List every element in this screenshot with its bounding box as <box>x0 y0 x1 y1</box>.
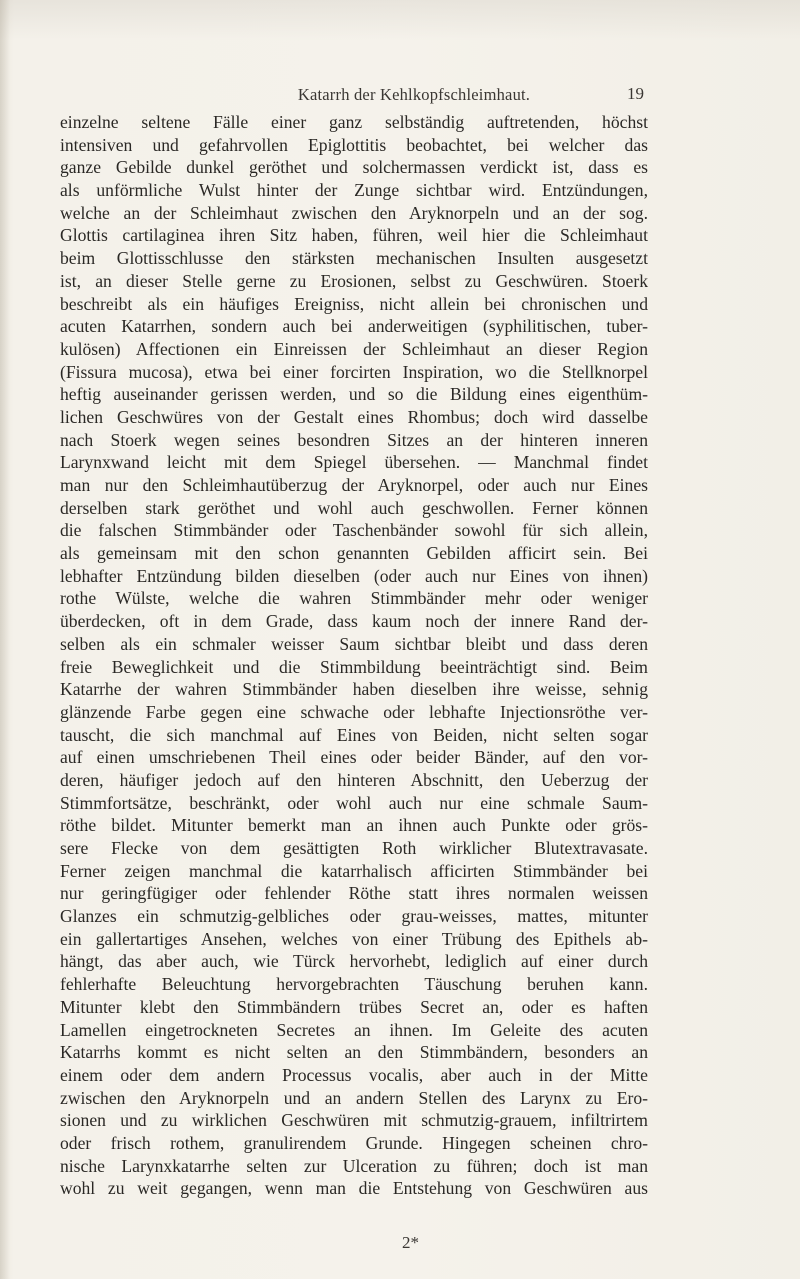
text-line: hängt, das aber auch, wie Türck hervorhebt, lediglich auf einer durch <box>60 951 648 972</box>
text-line: intensiven und gefahrvollen Epiglottitis beobachtet, bei welcher das <box>60 134 648 155</box>
text-line: rothe Wülste, welche die wahren Stimmbänder mehr oder weniger <box>60 588 648 609</box>
text-line: deren, häufiger jedoch auf den hinteren Abschnitt, den Ueberzug der <box>60 769 648 790</box>
running-head: Katarrh der Kehlkopfschleimhaut. <box>297 85 531 104</box>
text-line: ganze Gebilde dunkel geröthet und solchermassen verdickt ist, dass es <box>60 157 648 178</box>
text-line: einem oder dem andern Processus vocalis, aber auch in der Mitte <box>60 1064 648 1085</box>
text-line: glänzende Farbe gegen eine schwache oder lebhafte Injectionsröthe ver- <box>60 701 648 722</box>
body-paragraph <box>60 111 648 1200</box>
text-line: Lamellen eingetrockneten Secretes an ihnen. Im Geleite des acuten <box>60 1019 648 1040</box>
text-line: auf einen umschriebenen Theil eines oder beider Bänder, auf den vor- <box>60 747 648 768</box>
text-line: als unförmliche Wulst hinter der Zunge sichtbar wird. Entzündungen, <box>60 180 648 201</box>
text-line: die falschen Stimmbänder oder Taschenbänder sowohl für sich allein, <box>60 520 648 541</box>
sheet-signature: 2* <box>402 1233 419 1252</box>
text-line: Glanzes ein schmutzig-gelbliches oder grau-weisses, mattes, mitunter <box>60 906 648 927</box>
text-line: tauscht, die sich manchmal auf Eines von Beiden, nicht selten sogar <box>60 724 648 745</box>
text-line: (Fissura mucosa), etwa bei einer forcirten Inspiration, wo die Stellknorpel <box>60 361 648 382</box>
text-line: zwischen den Aryknorpeln und an andern Stellen des Larynx zu Ero- <box>60 1087 648 1108</box>
text-line: Stimmfortsätze, beschränkt, oder wohl auch nur eine schmale Saum- <box>60 792 648 813</box>
text-line: einzelne seltene Fälle einer ganz selbständig auftretenden, höchst <box>60 112 648 132</box>
text-line: lebhafter Entzündung bilden dieselben (oder auch nur Eines von ihnen) <box>60 565 648 586</box>
text-line: ein gallertartiges Ansehen, welches von einer Trübung des Epithels ab- <box>60 928 648 949</box>
text-line: kulösen) Affectionen ein Einreissen der Schleimhaut an dieser Region <box>60 338 648 359</box>
text-line: als gemeinsam mit den schon genannten Gebilden afficirt sein. Bei <box>60 543 648 564</box>
text-line: überdecken, oft in dem Grade, dass kaum noch der innere Rand der- <box>60 611 648 632</box>
text-line: Glottis cartilaginea ihren Sitz haben, führen, weil hier die Schleimhaut <box>60 225 648 246</box>
text-line: freie Beweglichkeit und die Stimmbildung beeinträchtigt sind. Beim <box>60 656 648 677</box>
text-line: sere Flecke von dem gesättigten Roth wirklicher Blutextravasate. <box>60 838 648 858</box>
text-line: Katarrhs kommt es nicht selten an den Stimmbändern, besonders an <box>60 1042 648 1063</box>
text-line: beschreibt als ein häufiges Ereigniss, nicht allein bei chronischen und <box>60 293 648 314</box>
text-line: man nur den Schleimhautüberzug der Aryknorpel, oder auch nur Eines <box>60 475 648 495</box>
text-line: nach Stoerk wegen seines besondren Sitzes an der hinteren inneren <box>60 429 648 450</box>
text-line: heftig auseinander gerissen werden, und so die Bildung eines eigenthüm- <box>60 384 648 405</box>
page-number: 19 <box>627 84 644 103</box>
text-line: derselben stark geröthet und wohl auch geschwollen. Ferner können <box>60 497 648 518</box>
page-top-shade <box>0 0 800 40</box>
text-line: Ferner zeigen manchmal die katarrhalisch afficirten Stimmbänder bei <box>60 860 648 881</box>
text-line: lichen Geschwüres von der Gestalt eines Rhombus; doch wird dasselbe <box>60 406 648 427</box>
text-line: röthe bildet. Mitunter bemerkt man an ihnen auch Punkte oder grös- <box>60 815 648 836</box>
text-line: nische Larynxkatarrhe selten zur Ulceration zu führen; doch ist man <box>60 1155 648 1176</box>
text-line: oder frisch rothem, granulirendem Grunde. Hingegen scheinen chro- <box>60 1132 648 1153</box>
text-line: wohl zu weit gegangen, wenn man die Entstehung von Geschwüren aus <box>60 1178 648 1199</box>
text-line: Mitunter klebt den Stimmbändern trübes Secret an, oder es haften <box>60 996 648 1017</box>
text-line: selben als ein schmaler weisser Saum sichtbar bleibt und dass deren <box>60 633 648 654</box>
text-line: acuten Katarrhen, sondern auch bei anderweitigen (syphilitischen, tuber- <box>60 316 648 337</box>
text-line: ist, an dieser Stelle gerne zu Erosionen, selbst zu Geschwüren. Stoerk <box>60 270 648 291</box>
text-line: Larynxwand leicht mit dem Spiegel übersehen. — Manchmal findet <box>60 452 648 473</box>
text-line: Katarrhe der wahren Stimmbänder haben dieselben ihre weisse, sehnig <box>60 679 648 700</box>
text-line: nur geringfügiger oder fehlender Röthe statt ihres normalen weissen <box>60 883 648 904</box>
text-line: fehlerhafte Beleuchtung hervorgebrachten Täuschung beruhen kann. <box>60 974 648 995</box>
text-line: sionen und zu wirklichen Geschwüren mit schmutzig-grauem, infiltrirtem <box>60 1110 648 1131</box>
text-line: beim Glottisschlusse den stärksten mechanischen Insulten ausgesetzt <box>60 248 648 269</box>
text-line: welche an der Schleimhaut zwischen den Aryknorpeln und an der sog. <box>60 202 648 223</box>
page-edge-shadow <box>0 0 10 1279</box>
